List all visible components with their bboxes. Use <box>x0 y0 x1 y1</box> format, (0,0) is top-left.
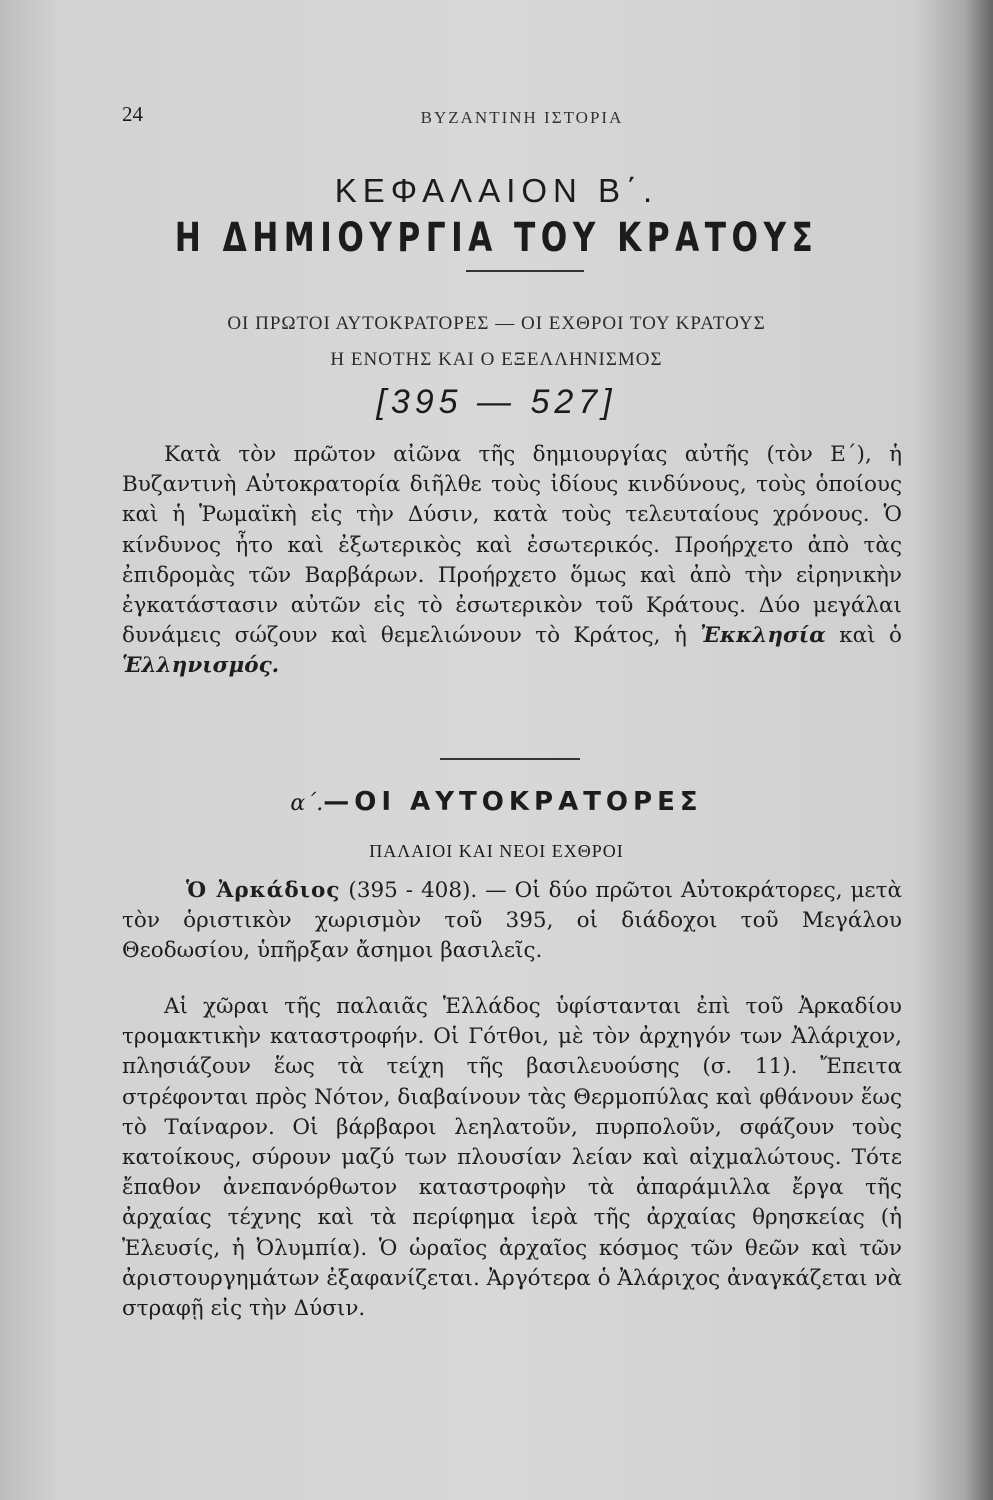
intro-joiner: καὶ ὁ <box>825 623 903 649</box>
section-heading <box>0 787 993 817</box>
chapter-title: Η ΔΗΜΙΟΥΡΓΙΑ ΤΟΥ ΚΡΑΤΟΥΣ <box>174 215 819 261</box>
intro-emphasis-hellenism: Ἑλληνισμός. <box>122 653 280 679</box>
intro-paragraph <box>122 440 902 682</box>
running-head <box>122 102 922 132</box>
intro-text: Κατὰ τὸν πρῶτον αἰῶνα τῆς δημιουργίας αὐτῆς (τὸν Ε΄), ἡ Βυζαντινὴ Αὐτοκρατορία διῆλθε τοὺς ἰδίους κινδύνους, τοὺς ὁποίους καὶ ἡ Ῥωμαϊκὴ εἰς τὴν Δύσιν, κατὰ τοὺς τελευταίους χρόνους. Ὁ κίνδυνος ἦτο καὶ ἐξωτερικὸς καὶ ἐσωτερικός. Προήρχετο ἀπὸ τὰς ἐπιδρομὰς τῶν Βαρβάρων. Προήρχετο ὅμως καὶ ἀπὸ τὴν εἰρηνικὴν ἐγκατάστασιν αὐτῶν εἰς τὸ ἐσωτερικὸν τοῦ Κράτους. Δύο μεγάλαι δυνάμεις σώζουν καὶ θεμελιώνουν τὸ Κράτος, ἡ <box>122 442 902 649</box>
section-subtitle: ΠΑΛΑΙΟΙ ΚΑΙ ΝΕΟΙ ΕΧΘΡΟΙ <box>369 841 624 861</box>
chapter-label: ΚΕΦΑΛΑΙΟΝ Β΄. <box>334 172 659 209</box>
arcadius-heading: Ὁ Ἀρκάδιος <box>186 878 341 903</box>
chapter-divider <box>466 270 584 272</box>
chapter-dates: [395 — 527] <box>376 383 617 421</box>
page-edge-shadow <box>965 0 993 1500</box>
chapter-subtitle-line1: ΟΙ ΠΡΩΤΟΙ ΑΥΤΟΚΡΑΤΟΡΕΣ — ΟΙ ΕΧΘΡΟΙ ΤΟΥ ΚΡΑΤΟΥΣ <box>227 313 766 334</box>
running-title: ΒΥΖΑΝΤΙΝΗ ΙΣΤΟΡΙΑ <box>420 108 624 127</box>
invasion-text: Αἱ χῶραι τῆς παλαιᾶς Ἑλλάδος ὑφίστανται ἐπὶ τοῦ Ἀρκαδίου τρομακτικὴν καταστροφήν. Οἱ Γότθοι, μὲ τὸν ἀρχηγόν των Ἀλάριχον, πλησιάζουν ἕως τὰ τείχη τῆς βασιλευούσης (σ. 11). Ἔπειτα στρέφονται πρὸς Νότον, διαβαίνουν τὰς Θερμοπύλας καὶ φθάνουν ἕως τὸ Ταίναρον. Οἱ βάρβαροι λεηλατοῦν, πυρπολοῦν, σφάζουν τοὺς κατοίκους, σύρουν μαζύ των πλουσίαν λείαν καὶ αἰχμαλώτους. Τότε ἔπαθον ἀνεπανόρθωτον καταστροφὴν τὰ ἀπαράμιλλα ἔργα τῆς ἀρχαίας τέχνης καὶ τὰ περίφημα ἱερὰ τῆς ἀρχαίας θρησκείας (ἡ Ἐλευσίς, ἡ Ὀλυμπία). Ὁ ὡραῖος ἀρχαῖος κόσμος τῶν θεῶν καὶ τῶν ἀριστουργημάτων ἐξαφανίζεται. Ἀργότερα ὁ Ἀλάριχος ἀναγκάζεται νὰ στραφῇ εἰς τὴν Δύσιν. <box>122 994 902 1322</box>
section-title: —ΟΙ ΑΥΤΟΚΡΑΤΟΡΕΣ <box>323 787 703 817</box>
section-number: α΄. <box>290 791 324 816</box>
section-divider <box>440 758 580 760</box>
intro-emphasis-church: Ἐκκλησία <box>700 623 826 649</box>
body-paragraph-invasion <box>122 992 902 1324</box>
chapter-subtitle-line2: Η ΕΝΟΤΗΣ ΚΑΙ Ο ΕΞΕΛΛΗΝΙΣΜΟΣ <box>330 349 663 370</box>
body-paragraph-arcadius <box>122 876 902 967</box>
page-number: 24 <box>122 102 143 126</box>
arcadius-text: (395 - 408). — Οἱ δύο πρῶτοι Αὐτοκράτορες, μετὰ τὸν ὁριστικὸν χωρισμὸν τοῦ 395, οἱ διάδοχοι τοῦ Μεγάλου Θεοδωσίου, ὑπῆρξαν ἄσημοι βασιλεῖς. <box>122 878 902 964</box>
